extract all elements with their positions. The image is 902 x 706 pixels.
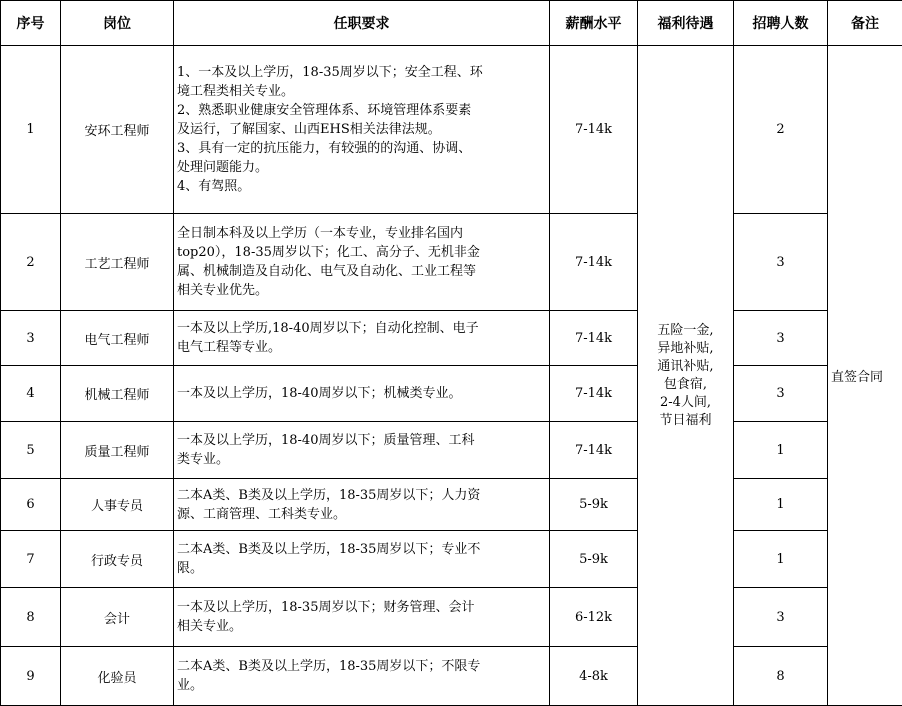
position-title: 化验员 — [61, 647, 174, 706]
row-number: 8 — [1, 588, 61, 647]
table-row — [1, 214, 902, 311]
hire-count: 8 — [734, 647, 828, 706]
requirement-line: 1、一本及以上学历，18-35周岁以下；安全工程、环 — [177, 65, 483, 80]
requirement-line: 2、熟悉职业健康安全管理体系、环境管理体系要素 — [177, 103, 472, 118]
hire-count: 3 — [734, 214, 828, 311]
welfare-line: 2-4人间, — [659, 394, 712, 410]
table-row — [1, 46, 902, 214]
position-title: 机械工程师 — [61, 366, 174, 422]
row-number: 3 — [1, 311, 61, 366]
header-row — [1, 1, 902, 46]
welfare-line: 包食宿, — [663, 376, 708, 392]
table-row — [1, 311, 902, 366]
row-number: 7 — [1, 531, 61, 588]
requirement-line: 业。 — [177, 678, 204, 693]
position-title: 电气工程师 — [61, 311, 174, 366]
hire-count: 1 — [734, 479, 828, 531]
welfare-line: 通讯补贴, — [657, 358, 714, 374]
salary-range: 5-9k — [550, 531, 638, 588]
table-row — [1, 422, 902, 479]
requirement-line: 二本A类、B类及以上学历，18-35周岁以下；专业不 — [177, 542, 481, 557]
remark-cell: 直签合同 — [828, 46, 902, 706]
header-position: 岗位 — [61, 1, 174, 46]
header-requirements: 任职要求 — [174, 1, 550, 46]
hire-count: 1 — [734, 422, 828, 479]
requirement-line: 相关专业。 — [177, 619, 243, 634]
position-title: 人事专员 — [61, 479, 174, 531]
welfare-line: 五险一金, — [657, 322, 714, 338]
salary-range: 5-9k — [550, 479, 638, 531]
position-title: 行政专员 — [61, 531, 174, 588]
requirement-line: 二本A类、B类及以上学历，18-35周岁以下；人力资 — [177, 487, 481, 503]
position-title: 质量工程师 — [61, 422, 174, 479]
hire-count: 2 — [734, 46, 828, 214]
row-number: 9 — [1, 647, 61, 706]
header-salary: 薪酬水平 — [550, 1, 638, 46]
table-row — [1, 531, 902, 588]
requirement-line: 源、工商管理、工科类专业。 — [177, 506, 347, 522]
requirement-line: 3、具有一定的抗压能力，有较强的的沟通、协调、 — [177, 141, 472, 156]
requirement-line: 限。 — [177, 561, 204, 576]
welfare-line: 异地补贴, — [657, 340, 714, 356]
header-welfare: 福利待遇 — [638, 1, 734, 46]
header-no: 序号 — [1, 1, 61, 46]
table-row — [1, 366, 902, 422]
row-number: 1 — [1, 46, 61, 214]
table-row — [1, 647, 902, 706]
header-count: 招聘人数 — [734, 1, 828, 46]
requirement-line: 一本及以上学历,18-40周岁以下；自动化控制、电子 — [177, 321, 479, 336]
requirements-cell — [174, 46, 550, 214]
requirement-line: top20），18-35周岁以下；化工、高分子、无机非金 — [177, 245, 480, 260]
requirement-line: 4、有驾照。 — [177, 179, 251, 194]
table-row — [1, 479, 902, 531]
salary-range: 7-14k — [550, 214, 638, 311]
salary-range: 7-14k — [550, 46, 638, 214]
salary-range: 7-14k — [550, 366, 638, 422]
hire-count: 1 — [734, 531, 828, 588]
row-number: 4 — [1, 366, 61, 422]
requirement-line: 境工程类相关专业。 — [177, 84, 295, 99]
table-row — [1, 588, 902, 647]
hire-count: 3 — [734, 588, 828, 647]
requirement-line: 一本及以上学历，18-35周岁以下；财务管理、会计 — [177, 600, 475, 615]
requirements-cell — [174, 422, 550, 479]
requirements-cell — [174, 647, 550, 706]
requirements-cell — [174, 311, 550, 366]
requirements-cell — [174, 366, 550, 422]
requirement-line: 及运行，了解国家、山西EHS相关法律法规。 — [177, 122, 441, 137]
requirements-cell — [174, 214, 550, 311]
row-number: 6 — [1, 479, 61, 531]
hire-count: 3 — [734, 311, 828, 366]
salary-range: 7-14k — [550, 422, 638, 479]
requirements-cell — [174, 531, 550, 588]
row-number: 2 — [1, 214, 61, 311]
welfare-line: 节日福利 — [659, 412, 712, 428]
requirement-line: 处理问题能力。 — [177, 160, 269, 175]
requirement-line: 一本及以上学历，18-40周岁以下；质量管理、工科 — [177, 433, 475, 448]
row-number: 5 — [1, 422, 61, 479]
requirements-cell — [174, 588, 550, 647]
requirement-line: 一本及以上学历，18-40周岁以下；机械类专业。 — [177, 386, 462, 401]
requirement-line: 属、机械制造及自动化、电气及自动化、工业工程等 — [177, 264, 477, 279]
welfare-cell — [638, 46, 734, 706]
requirement-line: 电气工程等专业。 — [177, 340, 282, 355]
salary-range: 7-14k — [550, 311, 638, 366]
requirements-cell — [174, 479, 550, 531]
hire-count: 3 — [734, 366, 828, 422]
requirement-line: 二本A类、B类及以上学历，18-35周岁以下；不限专 — [177, 659, 481, 674]
header-remark: 备注 — [828, 1, 902, 46]
requirement-line: 类专业。 — [177, 452, 230, 467]
position-title: 安环工程师 — [61, 46, 174, 214]
salary-range: 4-8k — [550, 647, 638, 706]
position-title: 会计 — [61, 588, 174, 647]
requirement-line: 相关专业优先。 — [177, 283, 269, 298]
requirement-line: 全日制本科及以上学历（一本专业，专业排名国内 — [177, 226, 464, 241]
salary-range: 6-12k — [550, 588, 638, 647]
position-title: 工艺工程师 — [61, 214, 174, 311]
